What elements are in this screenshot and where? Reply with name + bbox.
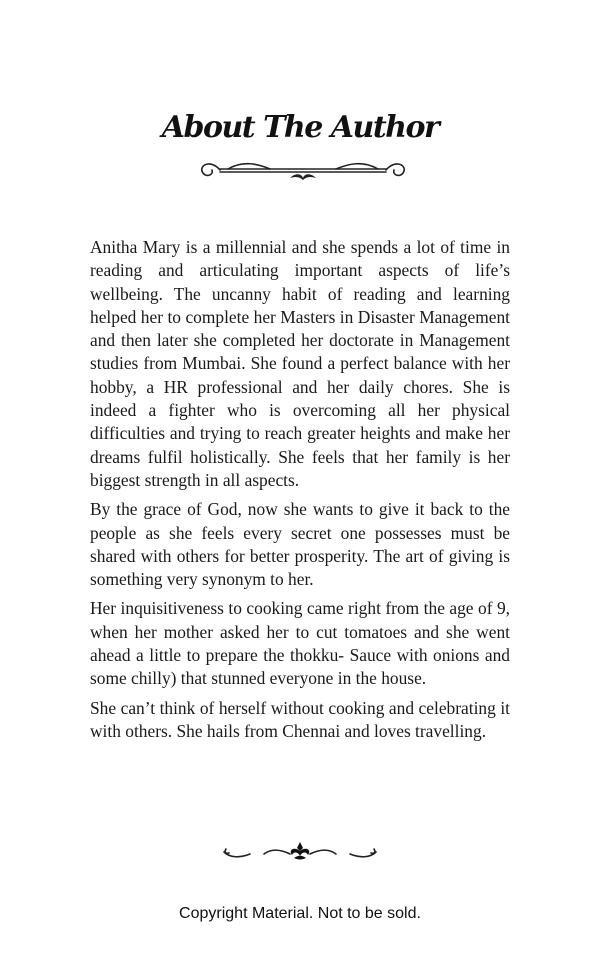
bio-paragraph: Anitha Mary is a millennial and she spends a lot of time in reading and articulating important aspects of life’s wellbeing. The uncanny habit of reading and learning helped her to complete her Masters in Disaster Management and then later she completed her doctorate in Management studies from Mumbai. She found a perfect balance with her hobby, a HR professional and her daily chores. She is indeed a fighter who is overcoming all her physical difficulties and trying to reach greater heights and make her dreams fulfil holistically. She feels that her family is her biggest strength in all aspects. — [90, 237, 510, 490]
bio-paragraph: Her inquisitiveness to cooking came right from the age of 9, when her mother asked her to cut tomatoes and she went ahead a little to prepare the thokku- Sauce with onions and some chilly) that stunned everyone in the house. — [90, 598, 510, 689]
ornamental-divider-icon — [198, 158, 408, 184]
page-title: About The Author — [161, 110, 439, 146]
flourish-divider-icon — [220, 838, 380, 868]
bio-paragraph: By the grace of God, now she wants to give it back to the people as she feels every secret one possesses must be shared with others for better prosperity. The art of giving is something very synonym to her. — [90, 499, 510, 590]
author-bio — [90, 236, 510, 749]
bio-paragraph: She can’t think of herself without cooking and celebrating it with others. She hails from Chennai and loves travelling. — [90, 697, 510, 741]
copyright-notice: Copyright Material. Not to be sold. — [179, 905, 421, 922]
